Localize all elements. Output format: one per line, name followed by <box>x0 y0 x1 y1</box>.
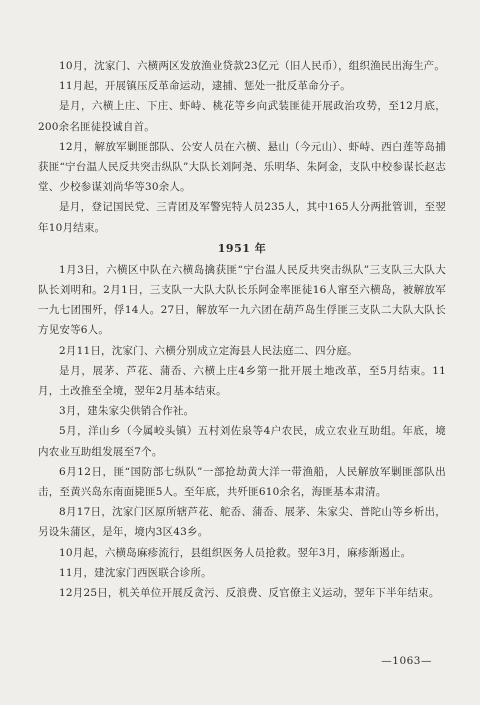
paragraph-1951-nov-clinic: 11月，建沈家门西医联合诊所。 <box>59 566 212 579</box>
paragraph-1951-jan-feb-bandit-capture: 1月3日，六横区中队在六横岛擒获匪“宁台温人民反共突击纵队”三支队三大队大队长刘明和。2月1日，三支队一大队大队长乐阿金率匪徒16人窜至六横岛，被解放军一九七团围歼，俘14人。27日，解放军一九六团在葫芦岛生俘匪三支队二大队大队长方见安等6人。 <box>38 263 446 337</box>
year-heading-1951: 1951 年 <box>217 241 267 255</box>
paragraph-1950-nov-political-offensive: 是月，六横上庄、下庄、虾峙、桃花等乡向武装匪徒开展政治攻势，至12月底，200余名匪徒投诚自首。 <box>38 100 446 133</box>
paragraph-1951-jun-bandit-attack: 6月12日，匪“国防部七纵队”一部抢劫黄大洋一带渔船，人民解放军剿匪部队出击，至黄兴岛东南面毙匪5人。至年底，共歼匪610余名，海匪基本肃清。 <box>38 465 446 499</box>
paragraph-1951-oct-measles: 10月起，六横岛麻疹流行，县组织医务人员抢救。翌年3月，麻疹渐遏止。 <box>59 546 412 559</box>
paragraph-1951-dec-three-antis: 12月25日，机关单位开展反贪污、反浪费、反官僚主义运动，翌年下半年结束。 <box>59 587 440 600</box>
document-body <box>38 56 446 603</box>
page-number: —1063— <box>381 655 432 667</box>
paragraph-1951-feb-courts: 2月11日，沈家门、六横分别成立定海县人民法庭二、四分庭。 <box>59 344 358 357</box>
paragraph-1951-aug-district-split: 8月17日，沈家门区原所辖芦花、舵岙、蒲岙、展茅、朱家尖、普陀山等乡析出，另设朱蒲区，是年，境内3区43乡。 <box>38 506 446 539</box>
paragraph-1951-may-mutual-aid: 5月，洋山乡（今属峧头镇）五村刘佐泉等4户农民，成立农业互助组。年底，境内农业互助组发展至7个。 <box>38 425 446 458</box>
paragraph-1951-feb-land-reform: 是月，展茅、芦花、蒲岙、六横上庄4乡第一批开展土地改革，至5月结束。11月，土改推至全境，翌年2月基本结束。 <box>38 364 446 398</box>
paragraph-1950-oct-fishery-loans: 10月，沈家门、六横两区发放渔业贷款23亿元（旧人民币），组织渔民出海生产。 <box>59 60 446 72</box>
paragraph-1950-nov-suppression-campaign: 11月起，开展镇压反革命运动，逮捕、惩处一批反革命分子。 <box>59 80 351 93</box>
paragraph-1950-dec-bandit-capture: 12月，解放军剿匪部队、公安人员在六横、悬山（今元山）、虾峙、西白莲等岛捕获匪“宁台温人民反共突击纵队”大队长刘阿尧、乐明华、朱阿金，支队中校参谋长赵志堂、少校参谋刘尚华等30余人。 <box>38 140 446 194</box>
paragraph-1951-mar-cooperative: 3月，建朱家尖供销合作社。 <box>59 405 195 418</box>
paragraph-1950-dec-registration: 是月，登记国民党、三青团及军警宪特人员235人，其中165人分两批管训，至翌年10月结束。 <box>38 201 446 234</box>
